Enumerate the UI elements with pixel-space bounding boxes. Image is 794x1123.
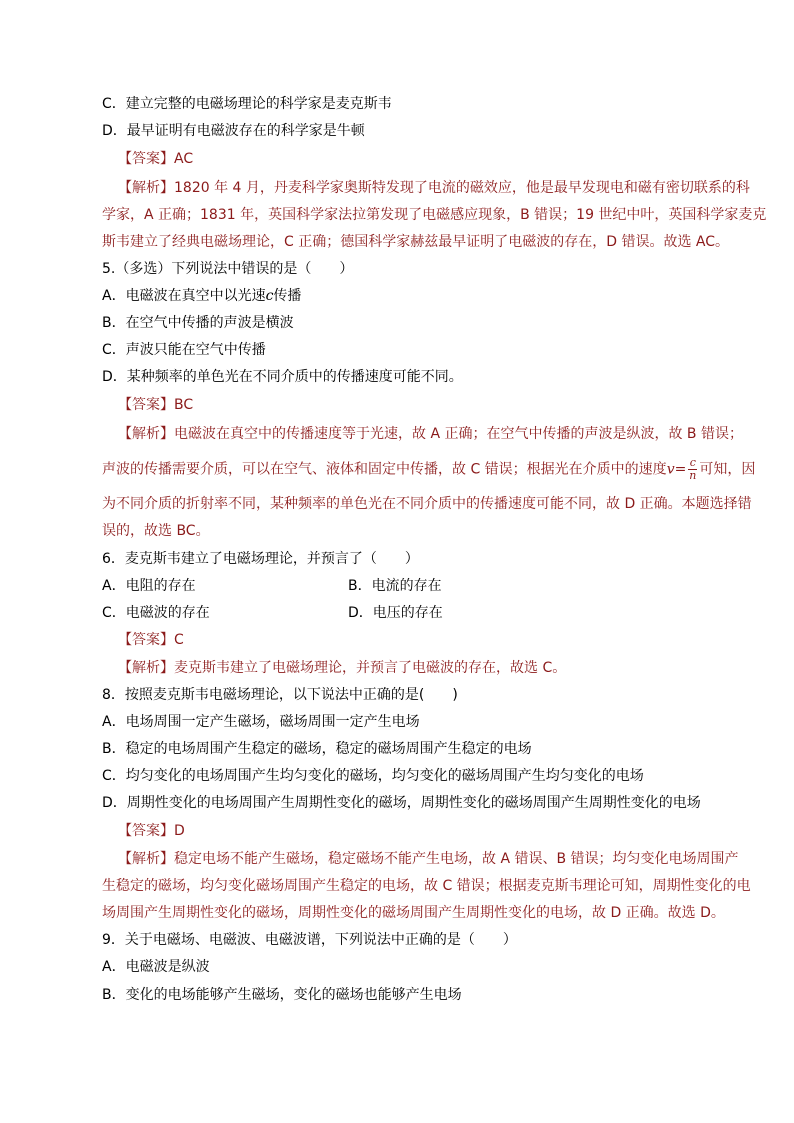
answer-tag: 【答案】 xyxy=(118,151,174,167)
fraction-numerator: c xyxy=(689,456,696,469)
speed-formula-fraction xyxy=(688,458,697,481)
q6-option-a: A．电阻的存在 xyxy=(102,578,196,594)
answer-tag: 【答案】 xyxy=(118,397,174,413)
q5-analysis-line-4: 误的，故选 BC。 xyxy=(102,523,210,539)
q6-stem: 6．麦克斯韦建立了电磁场理论，并预言了（ ） xyxy=(102,551,419,567)
q8-option-a: A．电场周围一定产生磁场，磁场周围一定产生电场 xyxy=(102,714,420,730)
q5-option-a-tail: 传播 xyxy=(273,288,302,304)
q4-option-d: D．最早证明有电磁波存在的科学家是牛顿 xyxy=(102,123,365,139)
q5-analysis-line-1 xyxy=(118,425,743,443)
q8-option-b: B．稳定的电场周围产生稳定的磁场，稳定的磁场周围产生稳定的电场 xyxy=(102,741,532,757)
q4-analysis-line-3: 斯韦建立了经典电磁场理论，C 正确；德国科学家赫兹最早证明了电磁波的存在，D 错误。故选 AC。 xyxy=(102,234,730,250)
q4-answer xyxy=(118,150,193,168)
analysis-tag: 【解析】 xyxy=(118,851,174,867)
q6-option-d: D．电压的存在 xyxy=(348,605,443,621)
q5-option-a-text: A．电磁波在真空中以光速 xyxy=(102,288,266,304)
answer-value: AC xyxy=(174,151,194,167)
q4-option-c: C．建立完整的电磁场理论的科学家是麦克斯韦 xyxy=(102,96,392,112)
q5-stem: 5.（多选）下列说法中错误的是（ ） xyxy=(102,261,354,277)
q6-option-c: C．电磁波的存在 xyxy=(102,605,210,621)
q5-analysis-line-2 xyxy=(102,458,755,481)
fraction-denominator: n xyxy=(689,469,697,482)
q6-analysis xyxy=(118,659,566,677)
q8-option-c: C．均匀变化的电场周围产生均匀变化的磁场，均匀变化的磁场周围产生均匀变化的电场 xyxy=(102,768,644,784)
speed-of-light-symbol: c xyxy=(265,288,274,304)
q8-analysis-line-1 xyxy=(118,850,739,868)
analysis-tag: 【解析】 xyxy=(118,426,174,442)
q6-option-b: B．电流的存在 xyxy=(348,578,442,594)
q9-option-a: A．电磁波是纵波 xyxy=(102,959,210,975)
q5-analysis-line-3: 为不同介质的折射率不同，某种频率的单色光在不同介质中的传播速度可能不同，故 D 正确。本题选择错 xyxy=(102,496,752,512)
answer-value: D xyxy=(174,823,185,839)
q5-option-a xyxy=(102,287,301,305)
velocity-symbol: v xyxy=(666,461,675,478)
q8-option-d: D．周期性变化的电场周围产生周期性变化的磁场，周期性变化的磁场周围产生周期性变化的电场 xyxy=(102,795,701,811)
answer-tag: 【答案】 xyxy=(118,823,174,839)
q8-answer xyxy=(118,822,185,840)
analysis-tag: 【解析】 xyxy=(118,180,174,196)
equals-sign: = xyxy=(674,461,687,478)
q5-option-c: C．声波只能在空气中传播 xyxy=(102,342,266,358)
q5-option-b: B．在空气中传播的声波是横波 xyxy=(102,315,294,331)
q9-option-b: B．变化的电场能够产生磁场，变化的磁场也能够产生电场 xyxy=(102,987,462,1003)
analysis-text: 声波的传播需要介质，可以在空气、液体和固定中传播，故 C 错误；根据光在介质中的速度 xyxy=(102,461,667,478)
analysis-text-tail: 可知，因 xyxy=(699,461,756,478)
answer-value: C xyxy=(174,632,184,648)
q5-option-d: D．某种频率的单色光在不同介质中的传播速度可能不同。 xyxy=(102,369,463,385)
analysis-text: 稳定电场不能产生磁场，稳定磁场不能产生电场，故 A 错误、B 错误；均匀变化电场周围产 xyxy=(174,851,739,867)
q5-answer xyxy=(118,396,193,414)
analysis-text: 麦克斯韦建立了电磁场理论，并预言了电磁波的存在，故选 C。 xyxy=(174,660,567,676)
q4-analysis-line-1 xyxy=(118,179,750,197)
analysis-text: 电磁波在真空中的传播速度等于光速，故 A 正确；在空气中传播的声波是纵波，故 B 错误； xyxy=(174,426,743,442)
analysis-text: 1820 年 4 月，丹麦科学家奥斯特发现了电流的磁效应，他是最早发现电和磁有密切联系的科 xyxy=(174,180,750,196)
q9-stem: 9．关于电磁场、电磁波、电磁波谱，下列说法中正确的是（ ） xyxy=(102,932,517,948)
q8-stem: 8．按照麦克斯韦电磁场理论，以下说法中正确的是( ) xyxy=(102,687,458,703)
q8-analysis-line-2: 生稳定的磁场，均匀变化磁场周围产生稳定的电场，故 C 错误；根据麦克斯韦理论可知，周期性变化的电 xyxy=(102,878,751,894)
q6-answer xyxy=(118,631,184,649)
answer-tag: 【答案】 xyxy=(118,632,174,648)
q8-analysis-line-3: 场周围产生周期性变化的磁场，周期性变化的磁场周围产生周期性变化的电场，故 D 正确。故选 D。 xyxy=(102,905,725,921)
q4-analysis-line-2: 学家，A 正确；1831 年，英国科学家法拉第发现了电磁感应现象，B 错误；19 世纪中叶，英国科学家麦克 xyxy=(102,207,767,223)
analysis-tag: 【解析】 xyxy=(118,660,174,676)
answer-value: BC xyxy=(174,397,194,413)
